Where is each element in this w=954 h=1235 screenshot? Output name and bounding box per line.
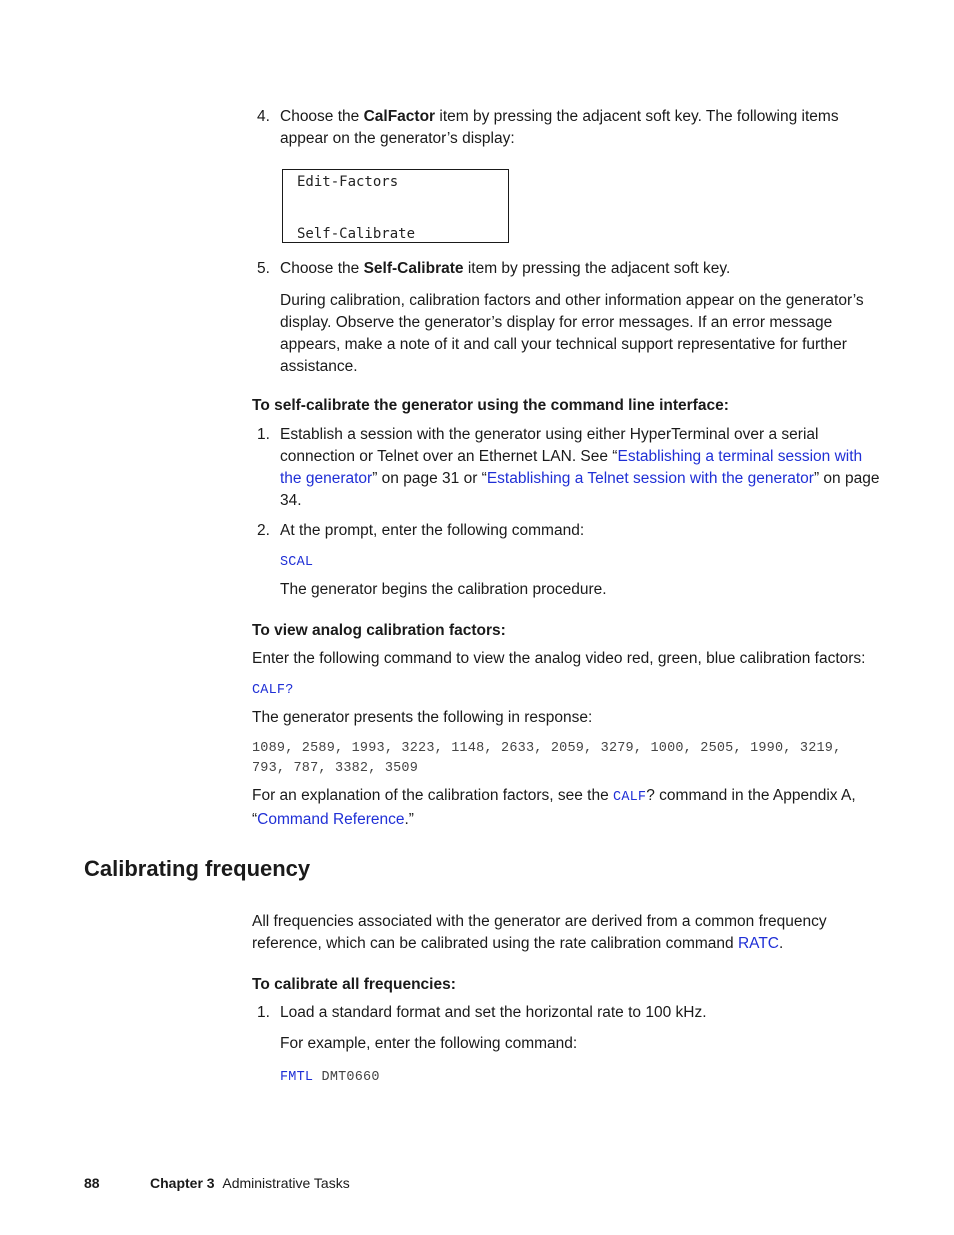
fmtl-command-link[interactable]: FMTL bbox=[280, 1070, 314, 1085]
fmtl-command bbox=[280, 1065, 380, 1089]
analog-response-intro: The generator presents the following in response: bbox=[252, 709, 593, 726]
analog-explanation bbox=[252, 785, 892, 831]
chapter-footer bbox=[150, 1172, 350, 1194]
calf-reference-link[interactable]: CALF bbox=[613, 790, 647, 805]
explain-line2-pre: “ bbox=[252, 811, 258, 828]
response-line-2: 793, 787, 3382, 3509 bbox=[252, 761, 419, 776]
cli-step-2-text: At the prompt, enter the following command: bbox=[280, 522, 585, 539]
display-line-edit-factors: Edit-Factors bbox=[297, 174, 399, 190]
step-4-bold: CalFactor bbox=[363, 108, 436, 125]
explain-line2-post: .” bbox=[404, 811, 414, 828]
step-5-para-line: assistance. bbox=[280, 358, 358, 375]
frequency-para-line1: All frequencies associated with the generator are derived from a common frequency bbox=[252, 913, 827, 930]
step-5-post: item by pressing the adjacent soft key. bbox=[463, 260, 731, 277]
generator-display-box bbox=[282, 169, 509, 243]
cli-heading: To self-calibrate the generator using the command line interface: bbox=[252, 397, 729, 414]
step-4-text bbox=[280, 106, 880, 150]
step-4-pre: Choose the bbox=[280, 108, 364, 125]
terminal-session-link[interactable]: Establishing a terminal session with bbox=[617, 448, 863, 465]
cli-step-1-line4: 34. bbox=[280, 492, 302, 509]
cli-step-1-text bbox=[280, 424, 900, 512]
fmtl-command-arg: DMT0660 bbox=[313, 1070, 380, 1085]
analog-intro: Enter the following command to view the analog video red, green, blue calibration factors: bbox=[252, 650, 866, 667]
step-5-pre: Choose the bbox=[280, 260, 364, 277]
analog-heading: To view analog calibration factors: bbox=[252, 622, 506, 639]
display-line-self-calibrate: Self-Calibrate bbox=[297, 226, 416, 242]
step-5-para-line: During calibration, calibration factors and other information appear on the generator’s bbox=[280, 292, 864, 309]
chapter-label: Chapter 3 bbox=[150, 1175, 215, 1191]
command-reference-link[interactable]: Command Reference bbox=[257, 811, 405, 828]
cli-step-1-line3-mid: ” on page 31 or “ bbox=[372, 470, 487, 487]
frequency-step-1-text: Load a standard format and set the horizontal rate to 100 kHz. bbox=[280, 1004, 707, 1021]
step-5-bold: Self-Calibrate bbox=[363, 260, 464, 277]
cli-step-2-number: 2. bbox=[257, 522, 270, 539]
step-5-number: 5. bbox=[257, 260, 270, 277]
cli-step-1-number: 1. bbox=[257, 426, 270, 443]
frequency-heading: To calibrate all frequencies: bbox=[252, 976, 456, 993]
telnet-session-link[interactable]: Establishing a Telnet session with the generator bbox=[486, 470, 814, 487]
page-number: 88 bbox=[84, 1175, 100, 1191]
step-4-line2: appear on the generator’s display: bbox=[280, 130, 515, 147]
chapter-title: Administrative Tasks bbox=[222, 1175, 350, 1191]
step-5-para-line: display. Observe the generator’s display for error messages. If an error message bbox=[280, 314, 833, 331]
explain-pre: For an explanation of the calibration factors, see the bbox=[252, 787, 614, 804]
step-5-paragraph bbox=[280, 290, 900, 378]
analog-response-values bbox=[252, 739, 841, 779]
cli-step-1-line2-pre: connection or Telnet over an Ethernet LAN. See “ bbox=[280, 448, 618, 465]
frequency-paragraph bbox=[252, 911, 892, 955]
cli-step-1-line3-post: ” on page bbox=[813, 470, 880, 487]
cli-step-2-result: The generator begins the calibration procedure. bbox=[280, 581, 607, 598]
step-4-number: 4. bbox=[257, 108, 270, 125]
ratc-command-link[interactable]: RATC bbox=[737, 935, 779, 952]
calf-command-link[interactable]: CALF? bbox=[252, 683, 294, 698]
explain-post: ? command in the Appendix A, bbox=[646, 787, 856, 804]
scal-command-link[interactable]: SCAL bbox=[280, 555, 314, 570]
step-5-text bbox=[280, 258, 880, 280]
frequency-step-1-example: For example, enter the following command: bbox=[280, 1035, 578, 1052]
step-4-post: item by pressing the adjacent soft key. The following items bbox=[435, 108, 839, 125]
section-title: Calibrating frequency bbox=[84, 856, 311, 881]
cli-step-1-line1: Establish a session with the generator using either HyperTerminal over a serial bbox=[280, 426, 819, 443]
frequency-step-1-number: 1. bbox=[257, 1004, 270, 1021]
frequency-para-line2-post: . bbox=[778, 935, 784, 952]
frequency-para-line2-pre: reference, which can be calibrated using the rate calibration command bbox=[252, 935, 738, 952]
response-line-1: 1089, 2589, 1993, 3223, 1148, 2633, 2059, 3279, 1000, 2505, 1990, 3219, bbox=[252, 741, 842, 756]
step-5-para-line: appears, make a note of it and call your technical support representative for further bbox=[280, 336, 847, 353]
terminal-session-link-cont[interactable]: the generator bbox=[280, 470, 373, 487]
